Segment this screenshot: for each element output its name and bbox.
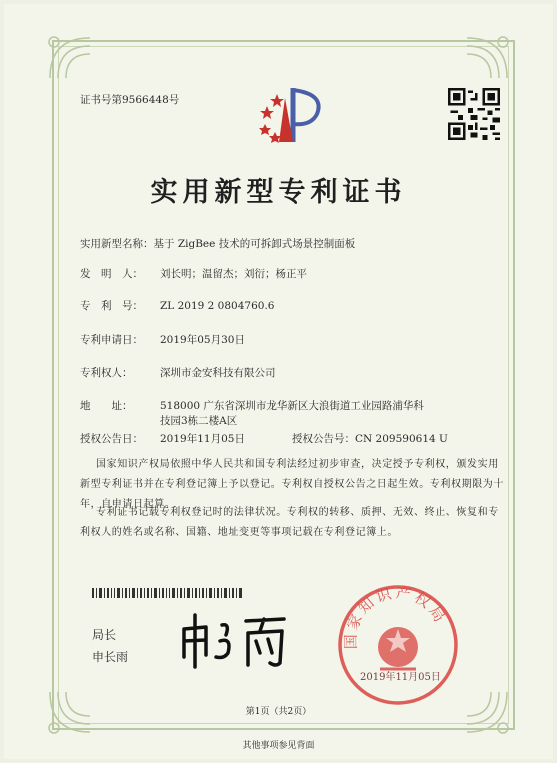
paragraph-legal-status-line2: 利权人的姓名或名称、国籍、地址变更等事项记载在专利登记簿上。 <box>80 527 398 538</box>
field-patent-number <box>80 298 274 313</box>
certificate-title: 实用新型专利证书 <box>150 177 407 208</box>
seal-text: 国家知识产权局 <box>341 583 451 650</box>
paragraph-grant-statement-line1: 国家知识产权局依照中华人民共和国专利法经过初步审查，决定授予专利权，颁发实用 <box>96 459 499 470</box>
field-value: 刘长明；温留杰；刘衍；杨正平 <box>160 268 307 280</box>
field-value: 2019年11月05日 <box>160 433 245 445</box>
seal-date: 2019年11月05日 <box>360 672 441 683</box>
field-inventor <box>80 266 307 281</box>
cnipa-logo-icon <box>255 80 330 150</box>
field-value: 2019年05月30日 <box>160 334 245 346</box>
signatory-name: 申长雨 <box>92 650 129 664</box>
field-label: 发 明 人： <box>80 268 143 280</box>
paragraph-legal-status-line1: 专利证书记载专利权登记时的法律状况。专利权的转移、质押、无效、终止、恢复和专 <box>96 507 499 518</box>
field-value: CN 209590614 U <box>355 433 448 445</box>
field-address <box>80 398 424 413</box>
field-label: 专利权人： <box>80 367 133 379</box>
back-note: 其他事项参见背面 <box>242 741 315 751</box>
field-utility-model-name <box>80 236 355 251</box>
field-grant-date <box>80 431 245 446</box>
field-grant-number <box>292 431 448 446</box>
signatory-title: 局长 <box>92 628 117 642</box>
paragraph-grant-statement-line3: 年，自申请日起算。 <box>80 499 176 510</box>
field-value: 基于 ZigBee 技术的可拆卸式场景控制面板 <box>153 238 356 250</box>
field-value: 深圳市金安科技有限公司 <box>160 367 276 379</box>
field-address-continued: 技园3栋二楼A区 <box>160 415 238 427</box>
field-value: 518000 广东省深圳市龙华新区大浪街道工业园路浦华科 <box>160 400 424 412</box>
corner-ornament-top-left <box>40 28 100 88</box>
certificate-number: 证书号第9566448号 <box>80 94 180 106</box>
official-seal-icon <box>336 583 460 707</box>
page-number: 第1页（共2页） <box>245 707 312 717</box>
paragraph-grant-statement-line2: 新型专利证书并在专利登记簿上予以登记。专利权自授权公告之日起生效。专利权期限为十 <box>80 479 504 490</box>
field-label: 授权公告号： <box>292 433 355 445</box>
qr-code-icon <box>448 88 500 140</box>
corner-ornament-top-right <box>457 28 517 88</box>
barcode-icon <box>92 583 242 593</box>
field-label: 专利申请日： <box>80 334 143 346</box>
field-label: 专 利 号： <box>80 300 143 312</box>
field-label: 地 址： <box>80 400 133 412</box>
field-filing-date <box>80 332 245 347</box>
field-label: 授权公告日： <box>80 433 143 445</box>
field-patentee <box>80 365 276 380</box>
handwritten-signature-icon <box>176 607 296 669</box>
field-label: 实用新型名称： <box>80 238 154 250</box>
field-value: ZL 2019 2 0804760.6 <box>160 300 275 312</box>
